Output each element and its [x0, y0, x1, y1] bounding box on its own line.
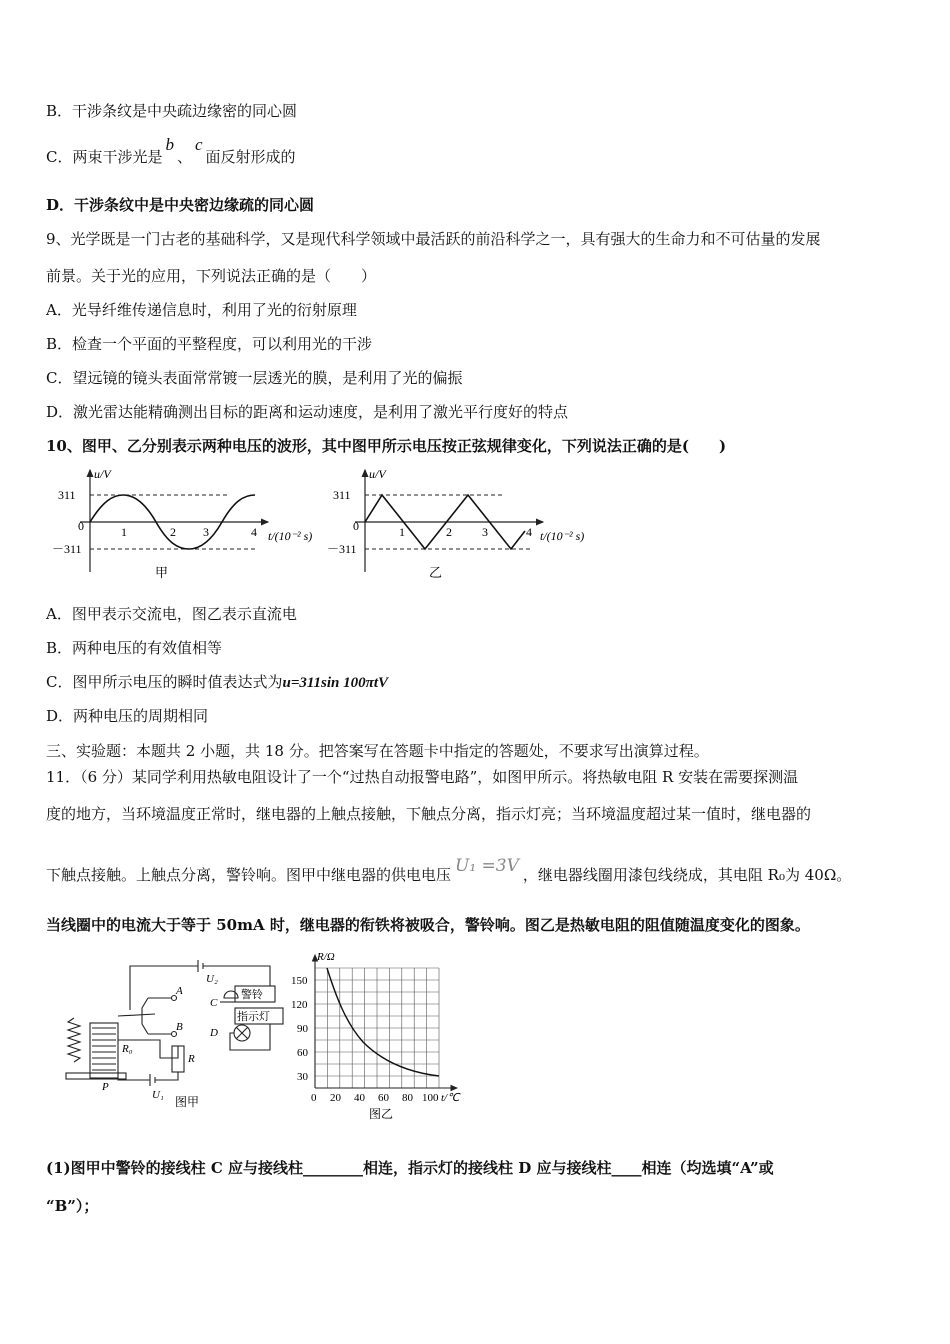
q10-option-a: A．图甲表示交流电，图乙表示直流电 [46, 605, 297, 623]
jia-top-label: 311 [58, 488, 76, 502]
jia-tick-1: 1 [121, 525, 127, 539]
circuit-d: D [210, 1027, 218, 1039]
q8-option-c-b: b [165, 135, 174, 154]
graph-xtick-20: 20 [330, 1092, 341, 1104]
jia-x-label: t/(10⁻² s) [268, 529, 313, 543]
q11-line3-pre: 下触点接触。上触点分离，警铃响。图甲中继电器的供电电压 [46, 866, 452, 884]
q8-option-c [46, 135, 296, 167]
circuit-r: R [188, 1053, 195, 1065]
graph-xtick-40: 40 [354, 1092, 365, 1104]
q9-option-c: C．望远镜的镜头表面常常镀一层透光的膜，是利用了光的偏振 [46, 369, 463, 387]
circuit-a: A [176, 985, 183, 997]
figure-jia [50, 462, 340, 587]
q10-stem: 10、图甲、乙分别表示两种电压的波形，其中图甲所示电压按正弦规律变化，下列说法正确的是( ) [46, 437, 727, 455]
jia-tick-2: 2 [170, 525, 176, 539]
yi-bottom-label: －311 [327, 542, 357, 556]
q11-sub1-line1: (1)图甲中警铃的接线柱 C 应与接线柱________相连，指示灯的接线柱 D 应与接线柱____相连（均选填“A”或 [46, 1159, 774, 1177]
q11-line4: 当线圈中的电流大于等于 50mA 时，继电器的衔铁将被吸合，警铃响。图乙是热敏电阻的阻值随温度变化的图象。 [46, 916, 810, 934]
figure-yi [325, 462, 615, 587]
q9-option-d: D．激光雷达能精确测出目标的距离和运动速度，是利用了激光平行度好的特点 [46, 403, 569, 421]
graph-caption: 图乙 [369, 1107, 394, 1121]
yi-caption: 乙 [429, 565, 443, 580]
q10-option-c-pre: C．图甲所示电压的瞬时值表达式为 [46, 673, 283, 691]
q10-option-b: B．两种电压的有效值相等 [46, 639, 223, 657]
q8-option-c-sep: 、 [176, 148, 192, 166]
graph-xtick-80: 80 [402, 1092, 413, 1104]
graph-ytick-60: 60 [297, 1047, 308, 1059]
jia-origin-label: 0 [78, 519, 84, 533]
circuit-alarm-label: 警铃 [241, 989, 263, 1001]
q8-option-c-pre: C．两束干涉光是 [46, 148, 163, 166]
jia-bottom-label: －311 [52, 542, 82, 556]
q8-option-c-post: 面反射形成的 [205, 148, 296, 166]
circuit-b: B [176, 1021, 183, 1033]
graph-y-label: R/Ω [317, 951, 335, 963]
resistance-curve [327, 968, 439, 1076]
yi-origin-label: 0 [353, 519, 359, 533]
q10-option-d: D．两种电压的周期相同 [46, 707, 209, 725]
q9-stem-line1: 9、光学既是一门古老的基础科学，又是现代科学领域中最活跃的前沿科学之一，具有强大的生命力和不可估量的发展 [46, 230, 821, 248]
q8-option-b: B．干涉条纹是中央疏边缘密的同心圆 [46, 102, 298, 120]
q11-line2: 度的地方，当环境温度正常时，继电器的上触点接触，下触点分离，指示灯亮；当环境温度超过某一值时，继电器的 [46, 805, 812, 823]
circuit-caption: 图甲 [175, 1095, 200, 1109]
yi-top-label: 311 [333, 488, 351, 502]
jia-caption: 甲 [155, 565, 169, 580]
circuit-figure [60, 958, 295, 1110]
q9-option-b: B．检查一个平面的平整程度，可以利用光的干涉 [46, 335, 373, 353]
q9-stem-line2: 前景。关于光的应用，下列说法正确的是（ ） [46, 267, 377, 285]
yi-x-label: t/(10⁻² s) [540, 529, 585, 543]
graph-xtick-100: 100 [422, 1092, 439, 1104]
q10-option-c [46, 672, 388, 693]
graph-xtick-0: 0 [311, 1092, 317, 1104]
q11-sub1-line2: “B”）； [46, 1197, 99, 1215]
yi-y-label: u/V [369, 467, 386, 481]
resistance-graph [285, 950, 465, 1125]
circuit-c: C [210, 997, 218, 1009]
graph-ytick-30: 30 [297, 1071, 308, 1083]
circuit-indicator-label: 指示灯 [237, 1011, 270, 1023]
q11-line3-post: ，继电器线圈用漆包线绕成，其电阻 R₀为 40Ω。 [522, 866, 852, 884]
circuit-u2: U₂ [206, 973, 218, 985]
q9-option-a: A．光导纤维传递信息时，利用了光的衍射原理 [46, 301, 357, 319]
yi-tick-2: 2 [446, 525, 452, 539]
q10-option-c-expr: u=311sin 100πtV [282, 675, 389, 691]
q11-line3 [46, 856, 852, 885]
circuit-u1: U₁ [152, 1089, 164, 1101]
graph-ytick-120: 120 [291, 999, 308, 1011]
graph-ytick-150: 150 [291, 975, 308, 987]
jia-tick-4: 4 [251, 525, 257, 539]
jia-tick-3: 3 [203, 525, 209, 539]
q11-u1-formula: U₁ =3V [455, 856, 519, 876]
graph-xtick-60: 60 [378, 1092, 389, 1104]
yi-tick-3: 3 [482, 525, 488, 539]
yi-tick-1: 1 [399, 525, 405, 539]
q8-option-c-c: c [195, 135, 203, 154]
jia-y-label: u/V [94, 467, 111, 481]
graph-ytick-90: 90 [297, 1023, 308, 1035]
circuit-r0: R₀ [122, 1043, 133, 1055]
q11-line1: 11．（6 分）某同学利用热敏电阻设计了一个“过热自动报警电路”，如图甲所示。将热敏电阻 R 安装在需要探测温 [46, 768, 799, 786]
circuit-p: P [102, 1081, 109, 1093]
q8-option-d: D．干涉条纹中是中央密边缘疏的同心圆 [46, 196, 315, 214]
section-3-heading: 三、实验题：本题共 2 小题，共 18 分。把答案写在答题卡中指定的答题处，不要求写出演算过程。 [46, 742, 709, 760]
graph-x-unit: t/℃ [441, 1092, 460, 1104]
yi-tick-4: 4 [526, 525, 532, 539]
